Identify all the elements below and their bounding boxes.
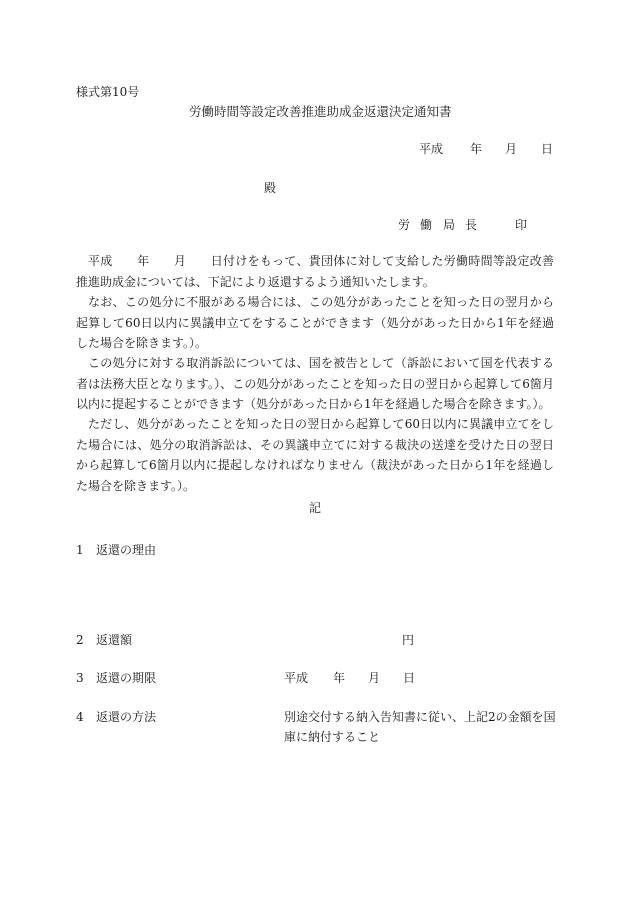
item-amount-label: 返還額	[96, 633, 133, 647]
item-method-text-line1: 別途交付する納入告知書に従い、上記2の金額を国	[284, 710, 556, 724]
date-day: 日	[541, 142, 554, 156]
sender-char-1: 労	[398, 218, 411, 232]
item-deadline-label: 返還の期限	[96, 671, 157, 685]
seal-mark: 印	[515, 218, 528, 232]
item-amount-number: 2	[76, 633, 84, 647]
ki-heading: 記	[309, 501, 322, 515]
item-deadline-era: 平成	[284, 671, 309, 685]
item-reason-label: 返還の理由	[96, 543, 157, 557]
date-month: 月	[505, 142, 518, 156]
date-era: 平成	[419, 142, 444, 156]
addressee-honorific: 殿	[264, 181, 277, 195]
item-method-label: 返還の方法	[96, 710, 157, 724]
item-amount-unit: 円	[402, 633, 415, 647]
item-deadline-day: 日	[403, 671, 416, 685]
body-paragraph-2: なお、この処分に不服がある場合には、この処分があったことを知った日の翌月から起算して60日以内に異議申立てをすることができます（処分があった日から1年を経過した場合を除きます。）。	[76, 295, 554, 350]
item-method-number: 4	[76, 710, 84, 724]
body-paragraph-3: この処分に対する取消訴訟については、国を被告として（訴訟において国を代表する者は法務大臣となります。）、この処分があったことを知った日の翌日から起算して6箇月以内に提起することができます（処分があった日から1年を経過した場合を除きます。）。	[76, 356, 554, 411]
date-year: 年	[470, 142, 483, 156]
sender-char-2: 働	[420, 218, 433, 232]
item-reason-number: 1	[76, 543, 84, 557]
item-deadline-month: 月	[368, 671, 381, 685]
document-title: 労働時間等設定改善推進助成金返還決定通知書	[189, 104, 452, 119]
body-paragraph-4: ただし、処分があったことを知った日の翌日から起算して60日以内に異議申立てをした場合には、処分の取消訴訟は、その異議申立てに対する裁決の送達を受けた日の翌日から起算して6箇月以内に提起しなければなりません（裁決があった日から1年を経過した場合を除きます。）。	[76, 417, 554, 493]
body-paragraph-1: 平成 年 月 日付けをもって、貴団体に対して支給した労働時間等設定改善推進助成金については、下記により返還するよう通知いたします。	[76, 254, 554, 289]
item-deadline-year: 年	[333, 671, 346, 685]
form-number: 様式第10号	[76, 85, 140, 99]
sender-char-4: 長	[465, 218, 478, 232]
sender-char-3: 局	[443, 218, 456, 232]
item-method-text-line2: 庫に納付すること	[284, 730, 381, 744]
item-deadline-number: 3	[76, 671, 84, 685]
